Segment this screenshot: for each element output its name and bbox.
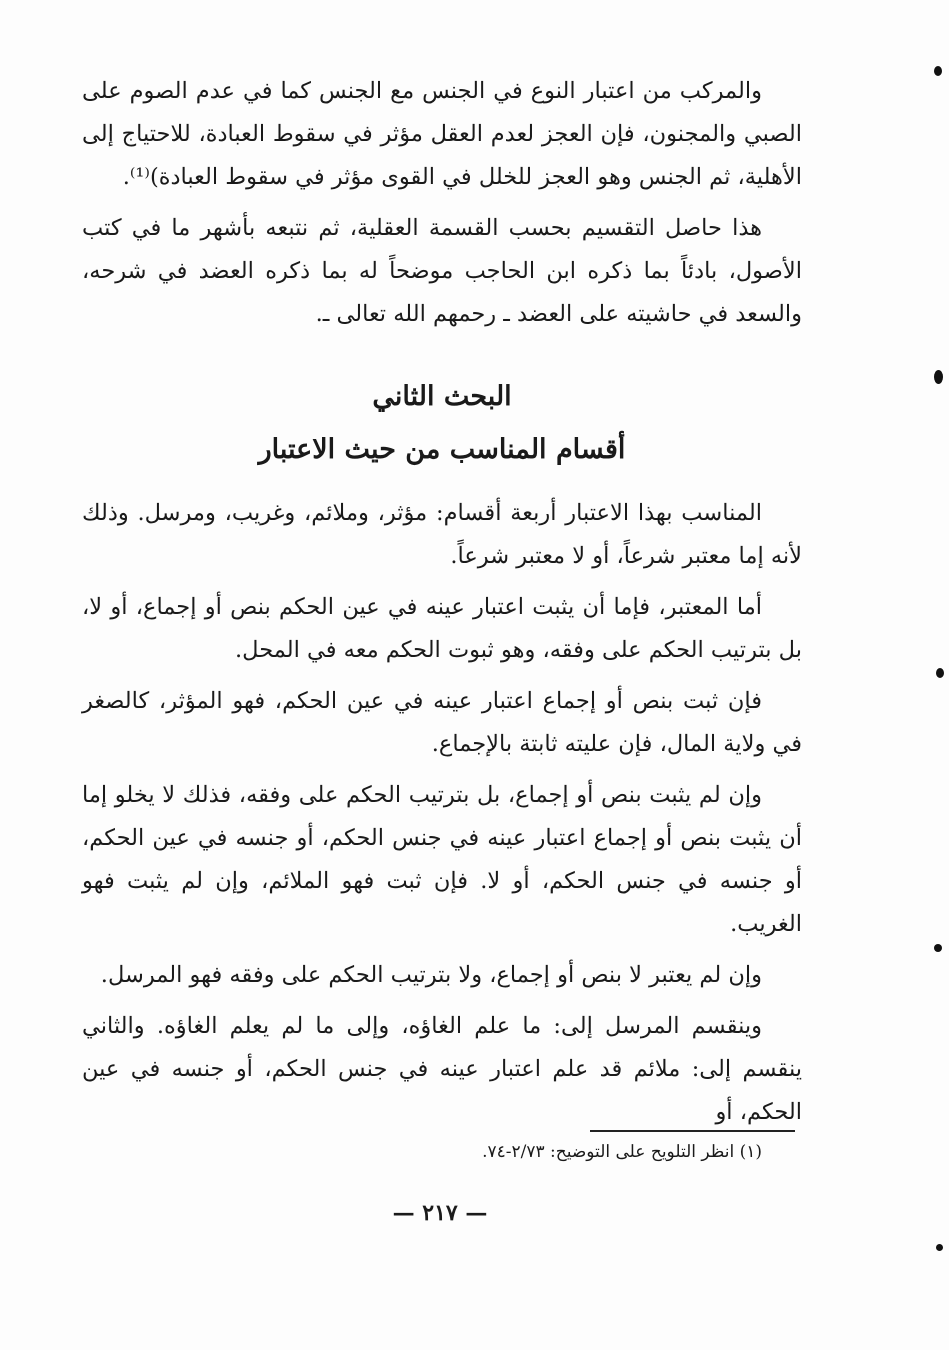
main-text	[82, 70, 802, 1142]
paragraph-4: أما المعتبر، فإما أن يثبت اعتبار عينه في عين الحكم بنص أو إجماع، أو لا، بل بترتيب الحكم على وفقه، وهو ثبوت الحكم معه في المحل.	[82, 594, 802, 663]
scan-speck	[936, 1244, 943, 1251]
paragraph-7: وإن لم يعتبر لا بنص أو إجماع، ولا بترتيب الحكم على وفقه فهو المرسل.	[100, 962, 762, 988]
footnote-divider	[590, 1130, 795, 1132]
paragraph-5: فإن ثبت بنص أو إجماع اعتبار عينه في عين الحكم، فهو المؤثر، كالصغر في ولاية المال، فإن عليته ثابتة بالإجماع.	[82, 688, 802, 757]
page-number: — ٢١٧ —	[392, 1200, 488, 1226]
scan-speck	[936, 668, 944, 678]
footnote: (١) انظر التلويح على التوضيح: ٢/٧٣-٧٤.	[482, 1142, 762, 1162]
section-heading: البحث الثاني	[372, 381, 512, 412]
paragraph-3: المناسب بهذا الاعتبار أربعة أقسام: مؤثر، وملائم، وغريب، ومرسل. وذلك لأنه إما معتبر شرعاً، أو لا معتبر شرعاً.	[82, 500, 802, 569]
paragraph-8: وينقسم المرسل إلى: ما علم الغاؤه، وإلى ما لم يعلم الغاؤه. والثاني ينقسم إلى: ملائم قد علم اعتبار عينه في جنس الحكم، أو جنسه في عين الحكم، أو	[82, 1013, 802, 1125]
scan-speck	[934, 370, 943, 384]
scan-speck	[934, 944, 942, 952]
section-headings	[82, 372, 802, 478]
paragraph-1: والمركب من اعتبار النوع في الجنس مع الجنس كما في عدم الصوم على الصبي والمجنون، فإن العجز لعدم العقل مؤثر في سقوط العبادة، للاحتياج إلى الأهلية، ثم الجنس وهو العجز للخلل في القوى مؤثر في سقوط العبادة)⁽¹⁾.	[82, 78, 802, 190]
section-title: أقسام المناسب من حيث الاعتبار	[258, 434, 626, 465]
paragraph-2: هذا حاصل التقسيم بحسب القسمة العقلية، ثم نتبعه بأشهر ما في كتب الأصول، بادئاً بما ذكره ابن الحاجب موضحاً له بما ذكره العضد في شرحه، والسعد في حاشيته على العضد ـ رحمهم الله تعالى ـ.	[82, 215, 802, 327]
paragraph-6: وإن لم يثبت بنص أو إجماع، بل بترتيب الحكم على وفقه، فذلك لا يخلو إما أن يثبت بنص أو إجماع اعتبار عينه في جنس الحكم، أو جنسه في عين الحكم، أو جنسه في جنس الحكم، أو لا. فإن ثبت فهو الملائم، وإن لم يثبت فهو الغريب.	[82, 782, 802, 937]
scan-speck	[934, 66, 942, 76]
